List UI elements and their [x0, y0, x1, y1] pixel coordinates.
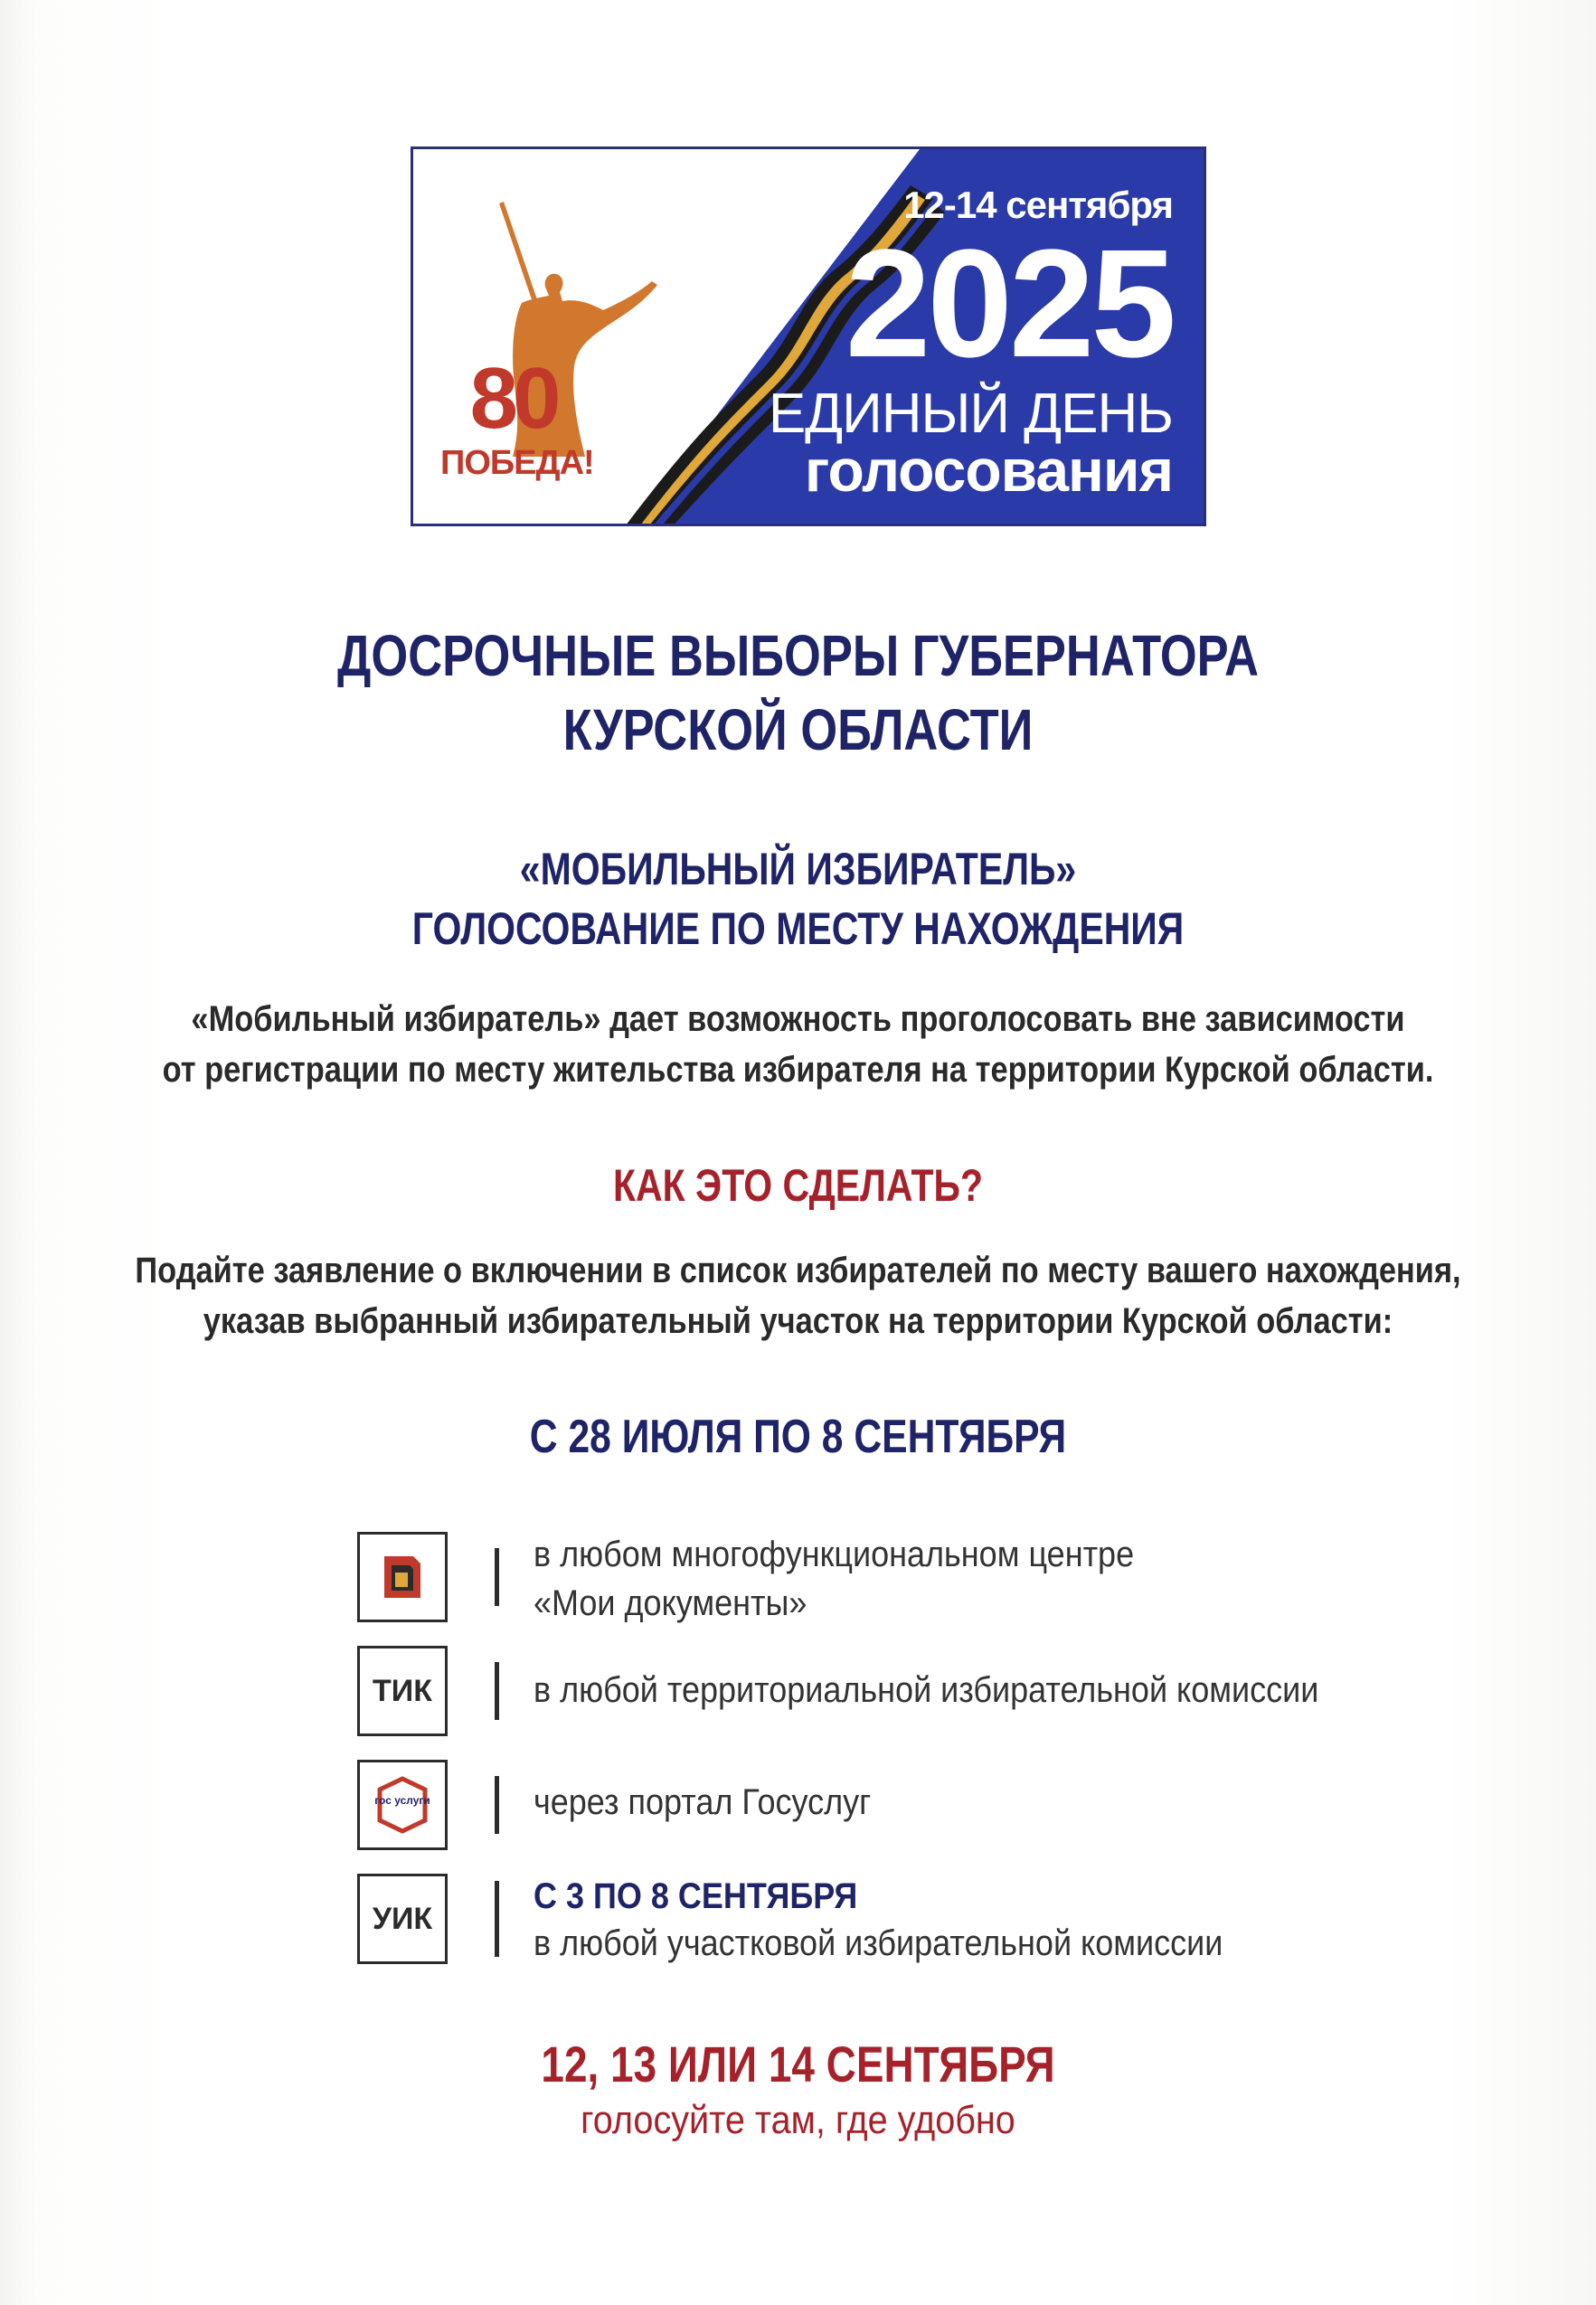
- subtitle-line2: ГОЛОСОВАНИЕ ПО МЕСТУ НАХОЖДЕНИЯ: [411, 903, 1185, 954]
- tik-icon: ТИК: [357, 1646, 448, 1736]
- how-line2: указав выбранный избирательный участок на территории Курской области:: [203, 1301, 1393, 1341]
- intro-line2: от регистрации по месту жительства избирателя на территории Курской области.: [162, 1050, 1434, 1090]
- voting-dates: 12, 13 ИЛИ 14 СЕНТЯБРЯ: [541, 2036, 1055, 2092]
- mfc-icon: [357, 1532, 448, 1622]
- channel-gosuslugi-line1: через портал Госуслуг: [534, 1782, 872, 1822]
- channel-uik-line2: в любой участковой избирательной комиссии: [534, 1923, 1223, 1963]
- how-title: КАК ЭТО СДЕЛАТЬ?: [612, 1160, 984, 1211]
- how-line1: Подайте заявление о включении в список избирателей по месту вашего нахождения,: [135, 1251, 1461, 1290]
- gosuslugi-label: гос услуги: [374, 1794, 430, 1807]
- banner-dates: 12-14 сентября: [903, 184, 1173, 226]
- channel-uik-dates: С 3 ПО 8 СЕНТЯБРЯ: [534, 1876, 858, 1916]
- victory-80-logo: [440, 350, 594, 482]
- banner-line1: ЕДИНЫЙ ДЕНЬ: [768, 383, 1173, 445]
- banner-line2: голосования: [804, 437, 1173, 504]
- intro-line1: «Мобильный избиратель» дает возможность проголосовать вне зависимости: [191, 999, 1405, 1039]
- channel-mfc-line1: в любом многофункциональном центре: [534, 1535, 1135, 1574]
- election-banner: [411, 146, 1206, 526]
- channel-divider: [495, 1881, 499, 1957]
- channel-divider: [495, 1776, 499, 1834]
- channel-tik-line1: в любой территориальной избирательной комиссии: [534, 1670, 1319, 1710]
- voting-note: голосуйте там, где удобно: [581, 2098, 1015, 2142]
- logo-word: ПОБЕДА!: [440, 444, 594, 482]
- subtitle-line1: «МОБИЛЬНЫЙ ИЗБИРАТЕЛЬ»: [519, 844, 1077, 894]
- page-title-line2: КУРСКОЙ ОБЛАСТИ: [562, 697, 1034, 762]
- channel-mfc-line2: «Мои документы»: [534, 1583, 807, 1623]
- period: С 28 ИЮЛЯ ПО 8 СЕНТЯБРЯ: [529, 1411, 1067, 1463]
- uik-icon: УИК: [357, 1874, 448, 1964]
- banner-year: 2025: [845, 218, 1173, 390]
- page-title-line1: ДОСРОЧНЫЕ ВЫБОРЫ ГУБЕРНАТОРА: [337, 623, 1259, 688]
- channel-divider: [495, 1548, 499, 1606]
- gosuslugi-icon: [357, 1760, 448, 1850]
- channel-divider: [495, 1662, 499, 1720]
- logo-number: 80: [469, 350, 556, 447]
